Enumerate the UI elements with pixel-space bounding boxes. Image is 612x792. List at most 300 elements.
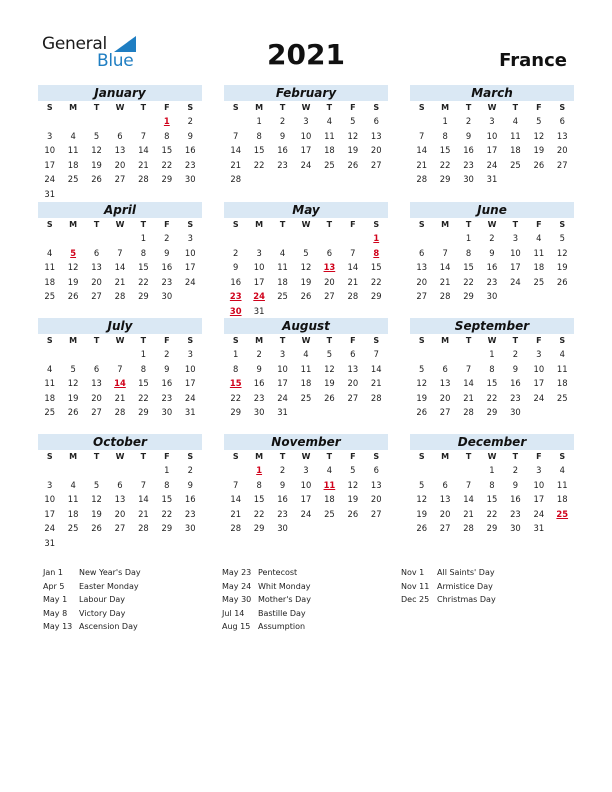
day-cell: 23 xyxy=(463,159,474,170)
day-cell: 12 xyxy=(347,479,359,490)
weekday-label: M xyxy=(441,103,450,112)
empty-cell xyxy=(38,347,61,362)
weekday-label: F xyxy=(164,452,170,461)
day-cell: 22 xyxy=(138,392,149,403)
empty-cell xyxy=(504,172,527,187)
day-cell: 6 xyxy=(442,479,448,490)
day-cell: 17 xyxy=(184,378,196,389)
weekday-label: T xyxy=(140,103,147,112)
day-cell: 19 xyxy=(416,392,428,403)
holiday-item xyxy=(401,593,496,607)
page-title-year: 2021 xyxy=(267,38,345,71)
weekday-label: T xyxy=(326,452,333,461)
holiday-day: 1 xyxy=(256,465,263,475)
month-august xyxy=(224,318,388,420)
day-cell: 10 xyxy=(184,247,196,258)
holiday-day: 1 xyxy=(373,233,380,243)
country-label: France xyxy=(499,50,567,71)
day-cell: 6 xyxy=(117,130,123,141)
day-cell: 1 xyxy=(442,116,448,126)
day-cell: 13 xyxy=(347,363,359,374)
day-cell: 14 xyxy=(463,378,474,389)
day-cell: 21 xyxy=(138,159,149,170)
empty-cell xyxy=(410,347,433,362)
day-cell: 24 xyxy=(184,392,196,403)
weekday-label: F xyxy=(536,336,542,345)
day-cell: 24 xyxy=(510,276,521,287)
day-cell: 9 xyxy=(279,130,286,141)
day-cell: 25 xyxy=(44,291,56,302)
day-cell: 31 xyxy=(44,537,56,548)
day-cell: 21 xyxy=(370,378,382,389)
day-cell: 14 xyxy=(138,145,149,156)
week-row xyxy=(224,405,388,420)
empty-cell xyxy=(410,231,433,246)
day-cell: 23 xyxy=(277,508,288,519)
day-cell: 17 xyxy=(486,145,498,156)
day-cell: 10 xyxy=(44,145,56,156)
week-row xyxy=(410,492,574,507)
week-row xyxy=(38,347,202,362)
day-cell: 13 xyxy=(416,262,428,273)
week-row xyxy=(224,347,388,362)
weekday-label: W xyxy=(301,452,311,461)
day-cell: 20 xyxy=(416,276,428,287)
day-cell: 28 xyxy=(114,407,126,418)
holiday-name: Assumption xyxy=(258,622,306,632)
day-cell: 15 xyxy=(486,378,498,389)
day-cell: 3 xyxy=(536,349,542,359)
day-cell: 3 xyxy=(47,130,53,141)
empty-cell xyxy=(457,463,480,478)
holiday-date: May 23 xyxy=(222,568,252,577)
day-cell: 6 xyxy=(93,247,100,258)
day-cell: 14 xyxy=(439,262,451,273)
holiday-item xyxy=(222,607,311,621)
day-cell: 15 xyxy=(439,145,451,156)
day-cell: 17 xyxy=(533,378,545,389)
day-cell: 23 xyxy=(486,276,498,287)
day-cell: 1 xyxy=(140,233,147,243)
day-cell: 2 xyxy=(279,116,286,126)
day-cell: 7 xyxy=(117,363,123,374)
week-row xyxy=(38,362,202,377)
holiday-date: Nov 1 xyxy=(401,568,425,577)
day-cell: 11 xyxy=(324,130,335,141)
day-cell: 11 xyxy=(67,494,79,505)
day-cell: 2 xyxy=(164,349,170,359)
day-cell: 3 xyxy=(303,116,309,126)
day-cell: 11 xyxy=(556,479,568,490)
empty-cell xyxy=(365,304,388,319)
day-cell: 24 xyxy=(486,159,498,170)
month-october xyxy=(38,434,202,551)
day-cell: 3 xyxy=(536,465,542,475)
week-row xyxy=(224,158,388,173)
day-cell: 15 xyxy=(253,145,265,156)
empty-cell xyxy=(247,172,270,187)
day-cell: 24 xyxy=(533,508,545,519)
day-cell: 25 xyxy=(67,523,79,534)
weekday-label: S xyxy=(187,220,194,229)
day-cell: 8 xyxy=(489,479,495,490)
empty-cell xyxy=(294,231,317,246)
holiday-name: Armistice Day xyxy=(437,581,493,591)
day-cell: 4 xyxy=(536,233,542,243)
empty-cell xyxy=(341,405,364,420)
day-cell: 28 xyxy=(230,174,242,185)
day-cell: 17 xyxy=(277,378,288,389)
day-cell: 16 xyxy=(184,494,196,505)
week-row xyxy=(224,376,388,391)
day-cell: 22 xyxy=(161,159,173,170)
empty-cell xyxy=(108,347,131,362)
weekday-label: F xyxy=(164,103,170,112)
day-cell: 14 xyxy=(230,145,242,156)
day-cell: 30 xyxy=(253,407,265,418)
holiday-column xyxy=(43,566,141,634)
day-cell: 4 xyxy=(559,349,565,359)
day-cell: 12 xyxy=(91,494,102,505)
day-cell: 8 xyxy=(164,130,170,141)
empty-cell xyxy=(132,536,155,551)
day-cell: 15 xyxy=(463,262,474,273)
week-row xyxy=(224,246,388,261)
day-cell: 26 xyxy=(347,508,359,519)
day-cell: 23 xyxy=(184,508,196,519)
month-title: April xyxy=(38,202,202,218)
day-cell: 14 xyxy=(114,262,126,273)
day-cell: 14 xyxy=(347,262,359,273)
day-cell: 29 xyxy=(138,291,149,302)
week-row xyxy=(224,507,388,522)
day-cell: 26 xyxy=(533,159,545,170)
holiday-date: Apr 5 xyxy=(43,581,65,591)
empty-cell xyxy=(341,231,364,246)
week-row xyxy=(224,114,388,129)
day-cell: 27 xyxy=(114,523,126,534)
day-cell: 7 xyxy=(350,247,356,258)
month-april xyxy=(38,202,202,304)
day-cell: 10 xyxy=(300,479,312,490)
weekday-label: M xyxy=(255,336,264,345)
day-cell: 27 xyxy=(347,392,359,403)
weekday-label: F xyxy=(350,336,356,345)
day-cell: 20 xyxy=(439,508,451,519)
day-cell: 18 xyxy=(533,262,545,273)
empty-cell xyxy=(433,463,456,478)
day-cell: 9 xyxy=(233,262,239,273)
holiday-name: Victory Day xyxy=(79,608,126,618)
month-september xyxy=(410,318,574,420)
holiday-column xyxy=(401,566,496,607)
day-cell: 5 xyxy=(419,479,425,490)
holiday-name: All Saints' Day xyxy=(437,568,495,577)
day-cell: 17 xyxy=(300,145,312,156)
holiday-date: May 24 xyxy=(222,581,252,591)
day-cell: 1 xyxy=(233,349,239,359)
empty-cell xyxy=(294,172,317,187)
holiday-name: New Year's Day xyxy=(79,568,141,577)
weekday-label: S xyxy=(373,336,380,345)
day-cell: 16 xyxy=(463,145,474,156)
week-row xyxy=(38,376,202,391)
day-cell: 16 xyxy=(277,494,288,505)
weekday-label: M xyxy=(441,336,450,345)
day-cell: 24 xyxy=(44,174,56,185)
weekday-header xyxy=(38,334,202,347)
day-cell: 15 xyxy=(138,378,149,389)
day-cell: 19 xyxy=(91,159,102,170)
empty-cell xyxy=(318,172,341,187)
day-cell: 21 xyxy=(416,159,428,170)
day-cell: 10 xyxy=(486,130,498,141)
day-cell: 5 xyxy=(559,233,565,243)
week-row xyxy=(224,391,388,406)
day-cell: 6 xyxy=(93,363,100,374)
weekday-label: T xyxy=(140,452,147,461)
weekday-label: S xyxy=(232,336,239,345)
empty-cell xyxy=(38,231,61,246)
day-cell: 31 xyxy=(533,523,545,534)
day-cell: 4 xyxy=(303,349,309,359)
day-cell: 16 xyxy=(486,262,498,273)
day-cell: 9 xyxy=(164,363,170,374)
day-cell: 12 xyxy=(556,247,568,258)
week-row xyxy=(38,143,202,158)
month-title: December xyxy=(410,434,574,450)
weekday-label: W xyxy=(487,336,497,345)
weekday-label: M xyxy=(441,452,450,461)
day-cell: 16 xyxy=(510,378,521,389)
day-cell: 1 xyxy=(140,349,147,359)
weekday-label: T xyxy=(279,103,286,112)
week-row xyxy=(224,492,388,507)
holiday-day: 25 xyxy=(556,508,569,519)
empty-cell xyxy=(433,231,456,246)
empty-cell xyxy=(224,463,247,478)
day-cell: 17 xyxy=(44,508,56,519)
day-cell: 3 xyxy=(279,349,286,359)
empty-cell xyxy=(85,114,108,129)
weekday-header xyxy=(224,101,388,114)
day-cell: 29 xyxy=(161,523,173,534)
day-cell: 8 xyxy=(140,363,147,374)
week-row xyxy=(224,172,388,187)
day-cell: 3 xyxy=(512,233,519,243)
day-cell: 1 xyxy=(465,233,472,243)
weekday-label: S xyxy=(46,220,53,229)
day-cell: 28 xyxy=(416,174,428,185)
holiday-item xyxy=(43,580,141,594)
empty-cell xyxy=(155,187,178,202)
week-row xyxy=(410,158,574,173)
empty-cell xyxy=(341,304,364,319)
day-cell: 15 xyxy=(370,262,382,273)
holiday-name: Ascension Day xyxy=(79,622,138,632)
holiday-item xyxy=(43,566,141,580)
holiday-date: May 8 xyxy=(43,608,68,618)
weekday-label: M xyxy=(255,220,264,229)
day-cell: 2 xyxy=(465,116,472,126)
holiday-day: 13 xyxy=(323,262,336,273)
weekday-label: F xyxy=(536,452,542,461)
week-row xyxy=(410,172,574,187)
day-cell: 2 xyxy=(279,465,286,475)
empty-cell xyxy=(179,289,202,304)
holiday-date: May 1 xyxy=(43,595,68,605)
weekday-label: T xyxy=(512,336,519,345)
empty-cell xyxy=(247,231,270,246)
holiday-day: 14 xyxy=(114,378,126,389)
day-cell: 20 xyxy=(556,145,568,156)
weekday-label: S xyxy=(418,103,425,112)
day-cell: 27 xyxy=(91,407,102,418)
day-cell: 29 xyxy=(370,291,382,302)
day-cell: 5 xyxy=(536,116,542,126)
month-november xyxy=(224,434,388,536)
day-cell: 28 xyxy=(463,523,474,534)
day-cell: 4 xyxy=(47,363,53,374)
day-cell: 12 xyxy=(416,378,428,389)
day-cell: 23 xyxy=(184,159,196,170)
day-cell: 26 xyxy=(91,174,102,185)
day-cell: 16 xyxy=(253,378,265,389)
weekday-label: S xyxy=(187,452,194,461)
day-cell: 29 xyxy=(486,523,498,534)
day-cell: 9 xyxy=(164,247,170,258)
month-december xyxy=(410,434,574,536)
day-cell: 20 xyxy=(91,392,102,403)
day-cell: 28 xyxy=(463,407,474,418)
day-cell: 27 xyxy=(91,291,102,302)
day-cell: 22 xyxy=(253,508,265,519)
day-cell: 4 xyxy=(326,116,333,126)
weekday-header xyxy=(224,450,388,463)
day-cell: 10 xyxy=(44,494,56,505)
weekday-label: S xyxy=(187,103,194,112)
month-february xyxy=(224,85,388,187)
day-cell: 19 xyxy=(556,262,568,273)
day-cell: 28 xyxy=(114,291,126,302)
weekday-label: W xyxy=(115,452,125,461)
month-march xyxy=(410,85,574,187)
week-row xyxy=(38,129,202,144)
weekday-label: S xyxy=(46,336,53,345)
day-cell: 22 xyxy=(370,276,382,287)
day-cell: 22 xyxy=(486,392,498,403)
day-cell: 11 xyxy=(44,262,56,273)
empty-cell xyxy=(410,114,433,129)
day-cell: 4 xyxy=(512,116,519,126)
day-cell: 23 xyxy=(161,392,173,403)
day-cell: 30 xyxy=(161,407,173,418)
day-cell: 7 xyxy=(233,479,239,490)
day-cell: 30 xyxy=(486,291,498,302)
day-cell: 5 xyxy=(93,130,100,141)
holiday-day: 23 xyxy=(229,291,242,302)
week-row xyxy=(410,289,574,304)
day-cell: 4 xyxy=(279,247,286,258)
weekday-label: T xyxy=(140,336,147,345)
holiday-item xyxy=(222,566,311,580)
day-cell: 29 xyxy=(439,174,451,185)
empty-cell xyxy=(271,172,294,187)
week-row xyxy=(410,376,574,391)
empty-cell xyxy=(527,289,550,304)
day-cell: 18 xyxy=(44,392,56,403)
empty-cell xyxy=(179,536,202,551)
day-cell: 15 xyxy=(486,494,498,505)
holiday-date: May 13 xyxy=(43,622,73,632)
month-title: February xyxy=(224,85,388,101)
week-row xyxy=(410,507,574,522)
weekday-label: S xyxy=(46,103,53,112)
week-row xyxy=(38,275,202,290)
day-cell: 13 xyxy=(439,378,451,389)
weekday-label: T xyxy=(465,336,472,345)
week-row xyxy=(38,187,202,202)
day-cell: 8 xyxy=(256,479,262,490)
empty-cell xyxy=(155,536,178,551)
day-cell: 7 xyxy=(419,130,425,141)
day-cell: 28 xyxy=(347,291,359,302)
day-cell: 18 xyxy=(44,276,56,287)
empty-cell xyxy=(61,231,84,246)
day-cell: 25 xyxy=(510,159,521,170)
weekday-label: M xyxy=(69,336,78,345)
day-cell: 27 xyxy=(556,159,568,170)
empty-cell xyxy=(85,187,108,202)
day-cell: 14 xyxy=(230,494,242,505)
day-cell: 4 xyxy=(70,479,76,490)
day-cell: 10 xyxy=(510,247,521,258)
day-cell: 22 xyxy=(486,508,498,519)
day-cell: 31 xyxy=(277,407,288,418)
week-row xyxy=(38,231,202,246)
day-cell: 1 xyxy=(256,116,262,126)
day-cell: 22 xyxy=(138,276,149,287)
holiday-name: Easter Monday xyxy=(79,581,139,591)
weekday-header xyxy=(224,218,388,231)
day-cell: 3 xyxy=(187,233,193,243)
day-cell: 6 xyxy=(419,247,425,258)
holiday-date: Jul 14 xyxy=(222,608,245,618)
day-cell: 30 xyxy=(161,291,173,302)
holiday-column xyxy=(222,566,311,634)
day-cell: 17 xyxy=(510,262,521,273)
week-row xyxy=(410,478,574,493)
day-cell: 11 xyxy=(556,363,568,374)
empty-cell xyxy=(85,536,108,551)
weekday-label: W xyxy=(115,220,125,229)
weekday-label: S xyxy=(232,452,239,461)
weekday-label: W xyxy=(115,336,125,345)
day-cell: 4 xyxy=(326,465,333,475)
day-cell: 13 xyxy=(370,130,382,141)
day-cell: 26 xyxy=(91,523,102,534)
weekday-label: S xyxy=(559,336,566,345)
empty-cell xyxy=(108,536,131,551)
day-cell: 18 xyxy=(67,508,79,519)
holiday-day: 8 xyxy=(373,247,380,258)
day-cell: 23 xyxy=(161,276,173,287)
day-cell: 21 xyxy=(114,276,126,287)
empty-cell xyxy=(61,536,84,551)
month-july xyxy=(38,318,202,420)
day-cell: 16 xyxy=(161,262,173,273)
empty-cell xyxy=(85,463,108,478)
